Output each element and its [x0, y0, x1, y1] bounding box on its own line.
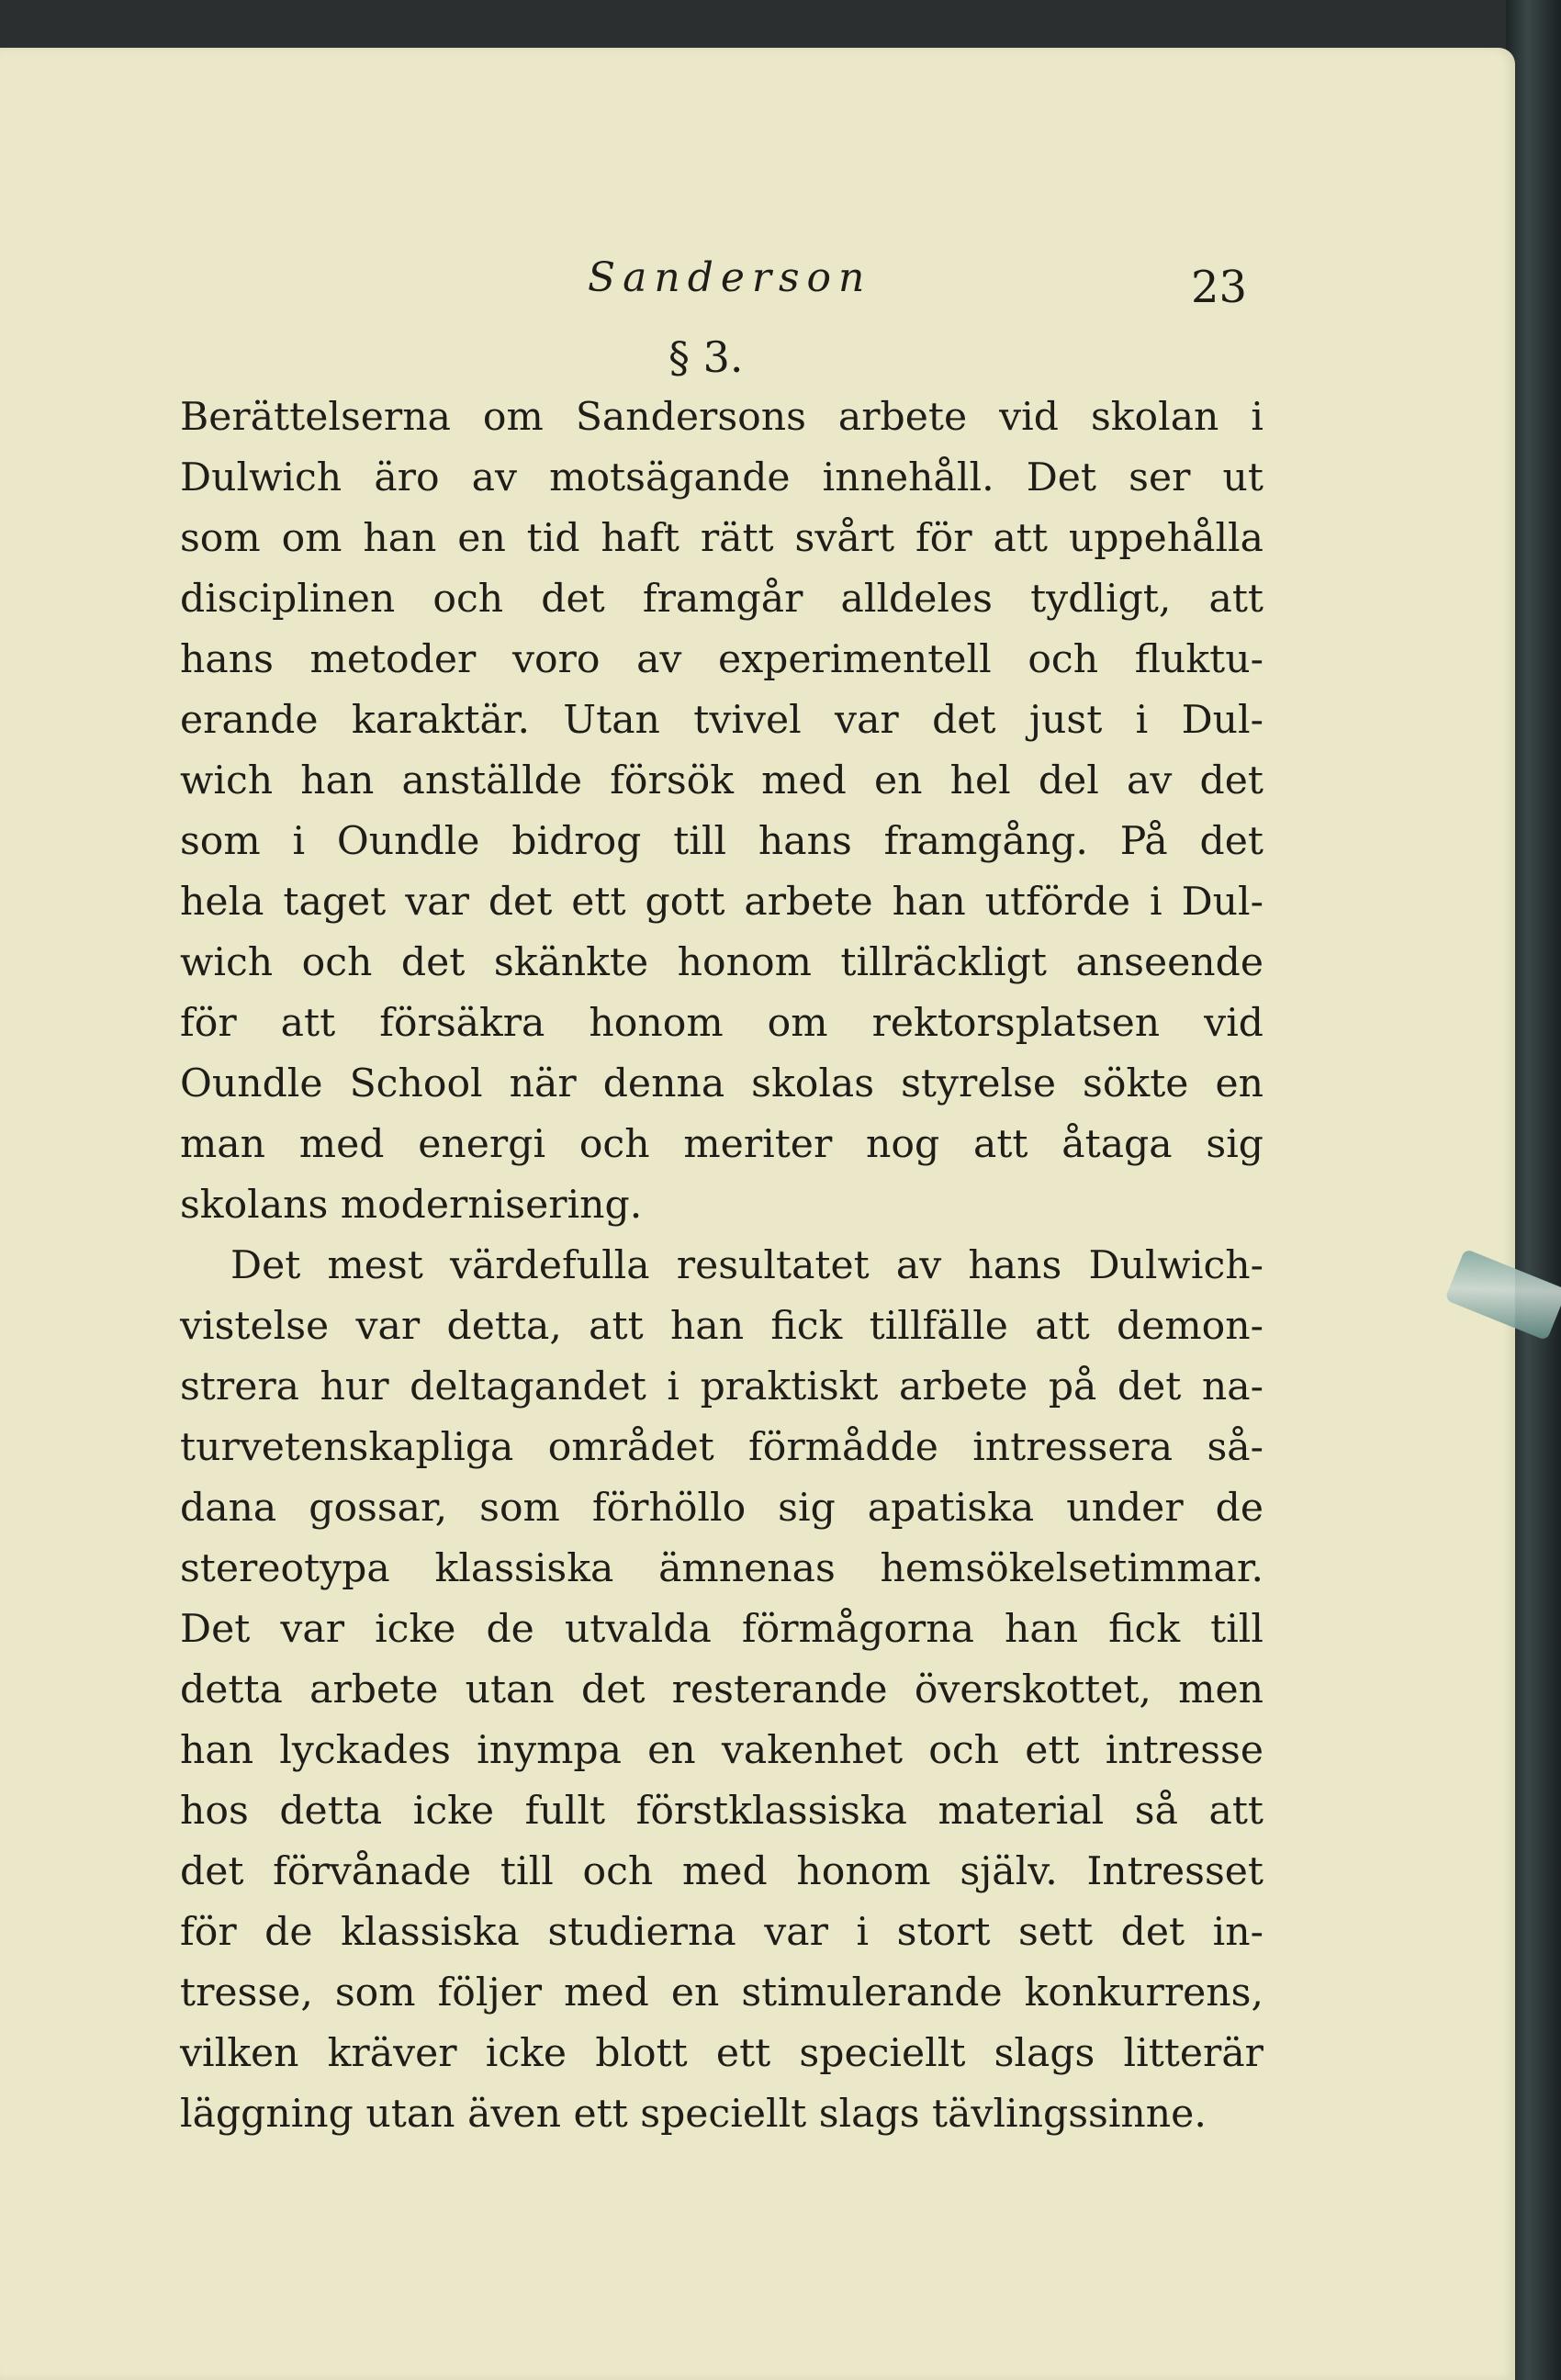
text-line: för att försäkra honom om rektorsplatsen vid: [180, 1001, 1263, 1046]
text-line: Dulwich äro av motsägande innehåll. Det ser ut: [180, 455, 1263, 500]
text-line: hela taget var det ett gott arbete han utförde i Dul-: [180, 880, 1263, 925]
text-line: turvetenskapliga området förmådde intressera så-: [180, 1425, 1263, 1470]
text-line: erande karaktär. Utan tvivel var det just i Dul-: [180, 698, 1263, 743]
text-line: som i Oundle bidrog till hans framgång. På det: [180, 819, 1263, 864]
text-line: Det var icke de utvalda förmågorna han fick till: [180, 1607, 1263, 1652]
text-line: hans metoder voro av experimentell och fluktu-: [180, 637, 1263, 682]
text-line: skolans modernisering.: [180, 1183, 643, 1228]
running-title: Sanderson: [588, 254, 872, 301]
text-line: Oundle School när denna skolas styrelse sökte en: [180, 1061, 1263, 1106]
text-line: wich och det skänkte honom tillräckligt anseende: [180, 940, 1263, 985]
text-line: läggning utan även ett speciellt slags tävlingssinne.: [180, 2092, 1207, 2137]
text-line: Det mest värdefulla resultatet av hans Dulwich-: [230, 1243, 1263, 1288]
text-line: Berättelserna om Sandersons arbete vid skolan i: [180, 395, 1263, 440]
text-line: stereotypa klassiska ämnenas hemsökelsetimmar.: [180, 1546, 1263, 1591]
text-line: detta arbete utan det resterande överskottet, men: [180, 1667, 1263, 1712]
text-line: det förvånade till och med honom själv. Intresset: [180, 1849, 1263, 1894]
text-line: tresse, som följer med en stimulerande konkurrens,: [180, 1970, 1263, 2015]
text-line: hos detta icke fullt förstklassiska material så att: [180, 1789, 1263, 1834]
text-line: som om han en tid haft rätt svårt för att uppehålla: [180, 516, 1263, 561]
text-line: wich han anställde försök med en hel del av det: [180, 758, 1263, 803]
page-header: [0, 254, 1515, 319]
text-line: vilken kräver icke blott ett speciellt slags litterär: [180, 2031, 1263, 2076]
section-heading: § 3.: [668, 332, 744, 382]
text-line: vistelse var detta, att han fick tillfälle att demon-: [180, 1304, 1263, 1349]
text-line: han lyckades inympa en vakenhet och ett intresse: [180, 1728, 1263, 1773]
text-line: disciplinen och det framgår alldeles tydligt, att: [180, 577, 1263, 622]
text-line: strera hur deltagandet i praktiskt arbete på det na-: [180, 1364, 1263, 1409]
book-page: [0, 48, 1515, 2380]
body-text: [180, 387, 1263, 2145]
page-number: 23: [1191, 262, 1248, 313]
text-line: man med energi och meriter nog att åtaga sig: [180, 1122, 1263, 1167]
text-line: för de klassiska studierna var i stort sett det in-: [180, 1910, 1263, 1955]
text-line: dana gossar, som förhöllo sig apatiska under de: [180, 1486, 1263, 1531]
